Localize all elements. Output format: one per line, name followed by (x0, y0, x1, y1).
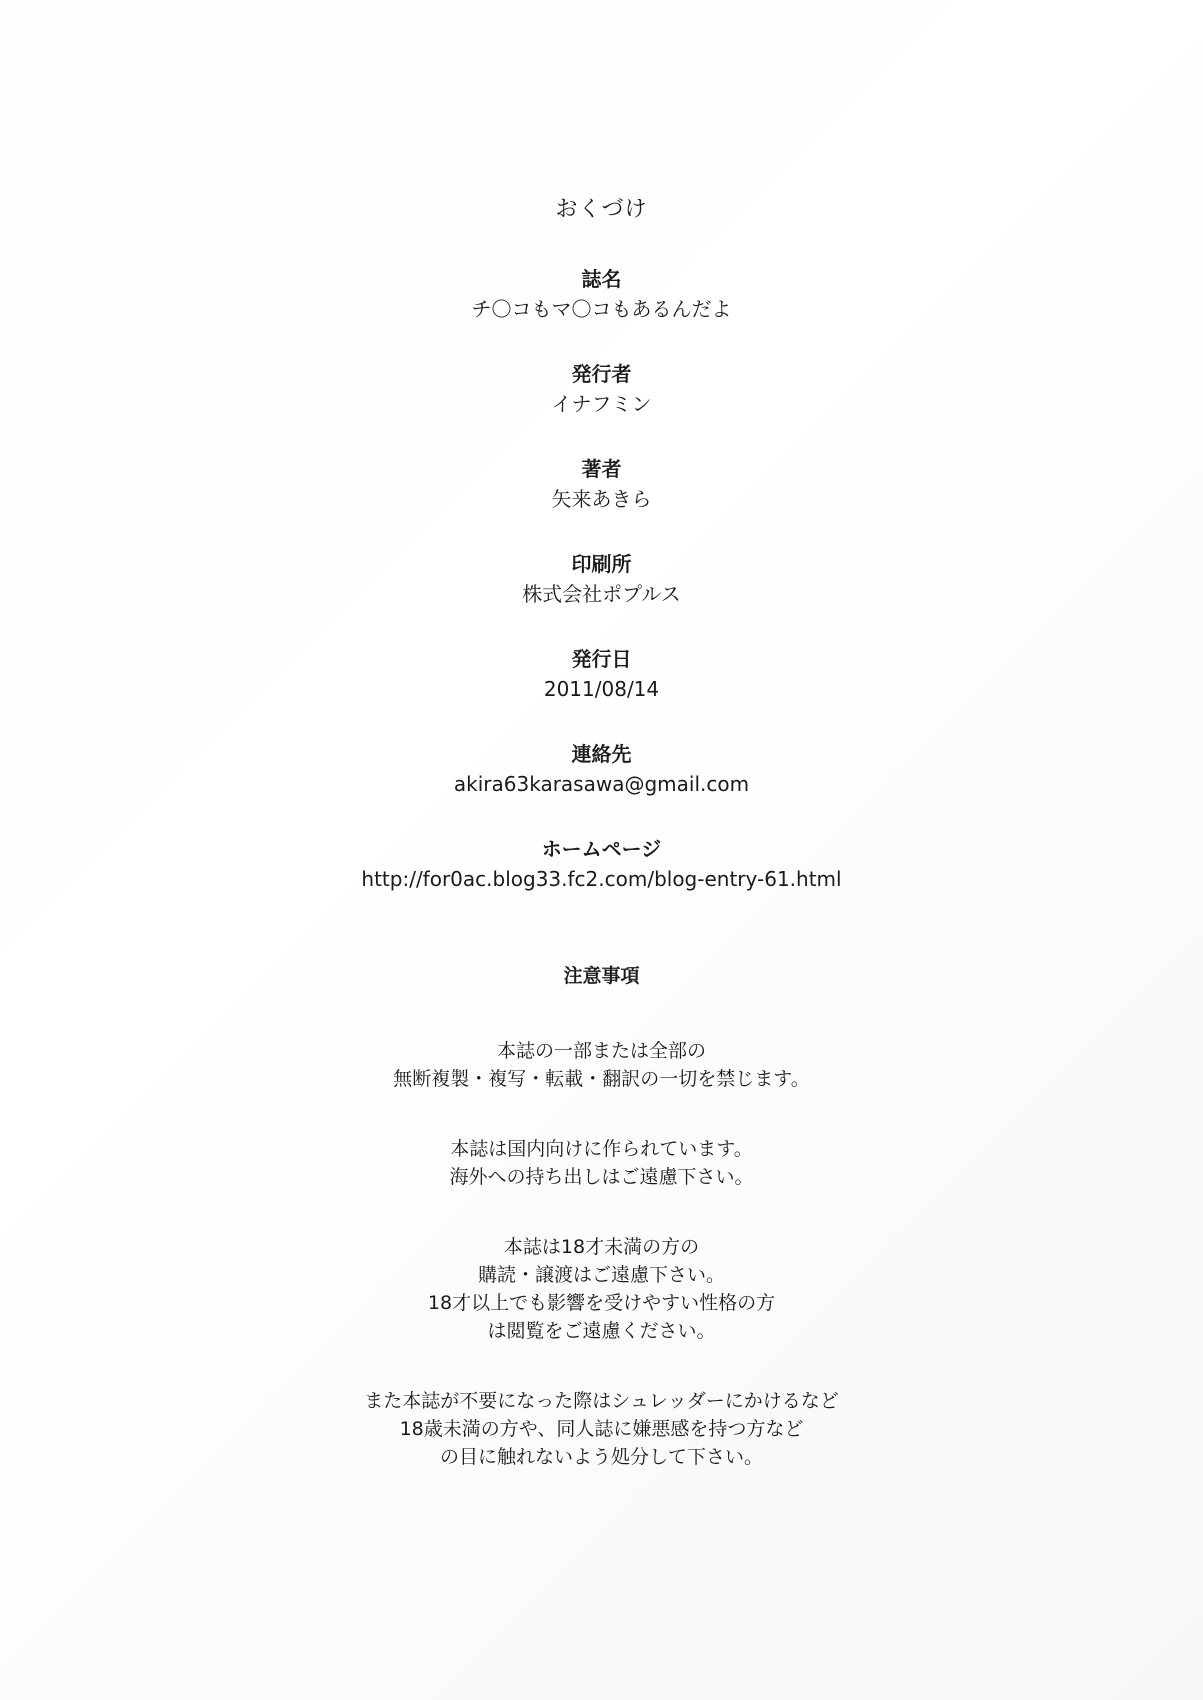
notes-paragraph (0, 1037, 1203, 1093)
notes-line: の目に触れないよう処分して下さい。 (439, 1446, 763, 1468)
notes-paragraph (0, 1135, 1203, 1191)
entry-label: 発行日 (571, 647, 632, 671)
notes-line: また本誌が不要になった際はシュレッダーにかけるなど (364, 1390, 839, 1412)
notes-line: 本誌の一部または全部の (496, 1040, 706, 1062)
entry-contact (0, 740, 1203, 798)
homepage-url: http://for0ac.blog33.fc2.com/blog-entry-61.html (361, 867, 842, 891)
entry-author (0, 455, 1203, 513)
entry-label: 発行者 (571, 362, 632, 386)
notes-line: 本誌は国内向けに作られています。 (450, 1138, 753, 1160)
notes-line: は閲覧をご遠慮ください。 (487, 1320, 716, 1342)
contact-email: akira63karasawa@gmail.com (453, 772, 750, 796)
entry-publisher (0, 360, 1203, 418)
entry-value: 2011/08/14 (543, 677, 660, 701)
notes-paragraph (0, 1233, 1203, 1345)
notes-line: 18歳未満の方や、同人誌に嫌悪感を持つ方など (399, 1418, 804, 1440)
entry-label: 誌名 (581, 267, 622, 291)
entry-value: 矢来あきら (551, 487, 652, 511)
colophon-heading: おくづけ (555, 197, 648, 222)
entry-label: 印刷所 (571, 552, 632, 576)
notes-line: 本誌は18才未満の方の (503, 1236, 700, 1258)
entry-homepage (0, 835, 1203, 893)
entry-date (0, 645, 1203, 703)
notes-line: 海外への持ち出しはご遠慮下さい。 (449, 1166, 754, 1188)
entry-printer (0, 550, 1203, 608)
entry-value: 株式会社ポプルス (522, 582, 681, 606)
entry-label: 著者 (581, 457, 622, 481)
entry-title (0, 265, 1203, 323)
entry-label: ホームページ (541, 837, 662, 861)
entry-label: 連絡先 (571, 742, 632, 766)
entry-value: チ〇コもマ〇コもあるんだよ (471, 297, 732, 321)
notes-line: 無断複製・複写・転載・翻訳の一切を禁じます。 (393, 1068, 810, 1090)
notes-section (0, 963, 1203, 1471)
notes-line: 18才以上でも影響を受けやすい性格の方 (427, 1292, 776, 1314)
entry-value: イナフミン (551, 392, 652, 416)
notes-line: 購読・譲渡はご遠慮下さい。 (477, 1264, 725, 1286)
notes-paragraph (0, 1387, 1203, 1471)
colophon-section (0, 195, 1203, 893)
notes-title: 注意事項 (563, 965, 640, 987)
